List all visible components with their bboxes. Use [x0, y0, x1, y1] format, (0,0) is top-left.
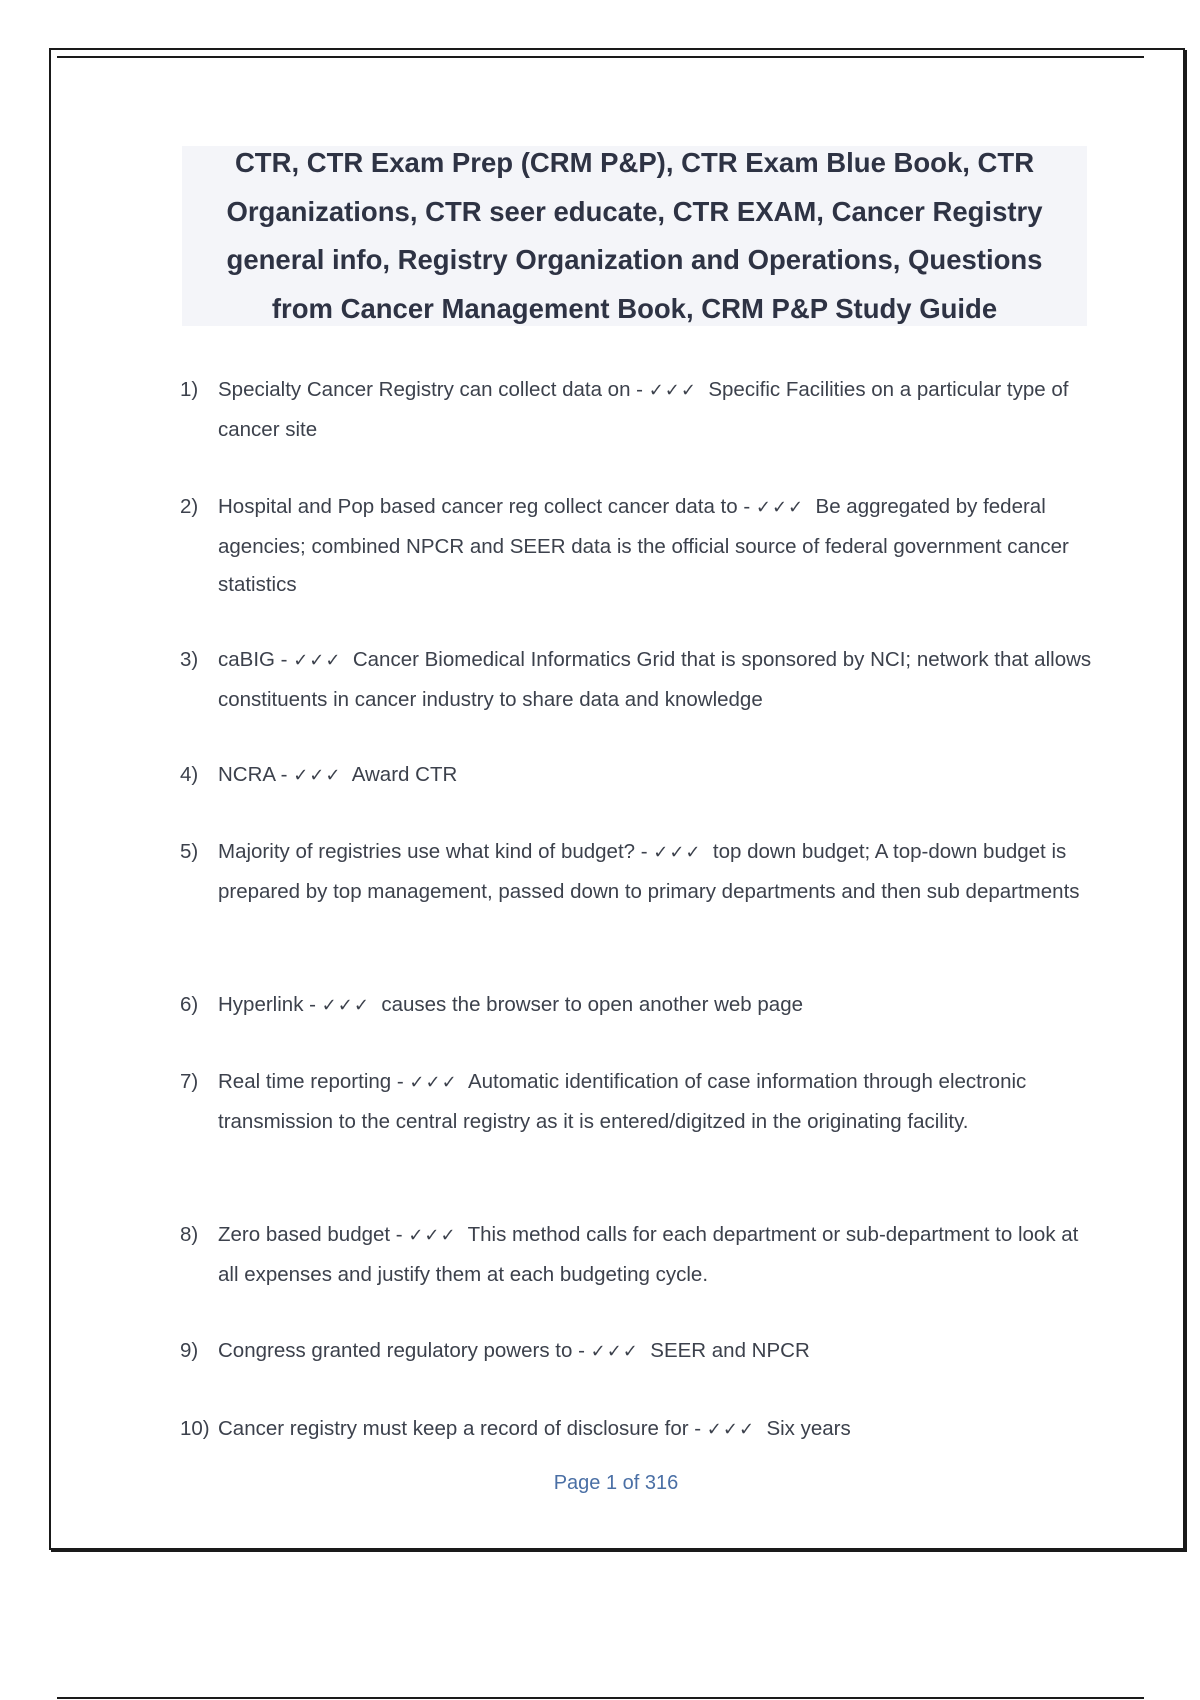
question-text: Congress granted regulatory powers to — [218, 1339, 573, 1362]
checkmark-icon: ✓✓✓ — [653, 842, 702, 863]
qa-item — [180, 371, 1100, 449]
item-text — [218, 641, 1098, 719]
answer-text: Six years — [766, 1417, 851, 1440]
separator: - — [274, 648, 294, 671]
separator: - — [737, 495, 756, 518]
qa-item — [180, 833, 1100, 911]
question-text: Hyperlink — [218, 993, 304, 1016]
item-text — [218, 833, 1098, 911]
item-number: 6) — [180, 993, 199, 1016]
question-text: Cancer registry must keep a record of disclosure for — [218, 1417, 689, 1440]
qa-item — [180, 1216, 1100, 1294]
item-number: 7) — [180, 1070, 199, 1093]
bottom-rule — [57, 1697, 1144, 1699]
answer-text: Specific Facilities on a particular type of cancer site — [218, 378, 1069, 441]
item-text — [218, 1216, 1098, 1294]
item-number: 2) — [180, 495, 199, 518]
qa-item — [180, 1410, 1100, 1450]
checkmark-icon: ✓✓✓ — [321, 995, 370, 1016]
question-text: caBIG — [218, 648, 275, 671]
item-number: 4) — [180, 763, 199, 786]
separator: - — [274, 763, 294, 786]
item-text — [218, 986, 1098, 1026]
title-block — [182, 146, 1087, 326]
separator: - — [630, 378, 649, 401]
qa-item — [180, 641, 1100, 719]
separator: - — [303, 993, 322, 1016]
item-number: 9) — [180, 1339, 199, 1362]
qa-item — [180, 488, 1100, 605]
answer-text: Be aggregated by federal agencies; combined NPCR and SEER data is the official source of federal government cancer statistics — [218, 495, 1069, 596]
item-number: 1) — [180, 378, 199, 401]
question-text: Specialty Cancer Registry can collect data on — [218, 378, 631, 401]
item-text — [218, 1332, 1098, 1372]
item-number: 3) — [180, 648, 199, 671]
checkmark-icon: ✓✓✓ — [408, 1225, 457, 1246]
answer-text: Automatic identification of case information through electronic transmission to the central registry as it is entered/digitzed in the originating facility. — [218, 1070, 1027, 1133]
qa-item — [180, 986, 1100, 1026]
separator: - — [390, 1223, 409, 1246]
question-text: Real time reporting — [218, 1070, 392, 1093]
checkmark-icon: ✓✓✓ — [590, 1341, 639, 1362]
question-text: NCRA — [218, 763, 275, 786]
qa-item — [180, 1063, 1100, 1141]
question-text: Zero based budget — [218, 1223, 391, 1246]
checkmark-icon: ✓✓✓ — [648, 380, 697, 401]
separator: - — [391, 1070, 410, 1093]
item-text — [218, 756, 1098, 796]
answer-text: Award CTR — [351, 763, 458, 786]
page-number: Page 1 of 316 — [553, 1472, 679, 1494]
qa-item — [180, 756, 1100, 796]
checkmark-icon: ✓✓✓ — [293, 650, 342, 671]
answer-text: SEER and NPCR — [650, 1339, 810, 1362]
item-text — [218, 371, 1098, 449]
document-title: CTR, CTR Exam Prep (CRM P&P), CTR Exam Blue Book, CTR Organizations, CTR seer educate, CTR EXAM, Cancer Registry general info, Registry Organization and Operations, Questions from Cancer Management Book, CRM P&P Study Guide — [226, 147, 1043, 324]
checkmark-icon: ✓✓✓ — [293, 765, 342, 786]
qa-item — [180, 1332, 1100, 1372]
item-text — [218, 488, 1098, 605]
answer-text: This method calls for each department or sub-department to look at all expenses and justify them at each budgeting cycle. — [218, 1223, 1079, 1286]
answer-text: Cancer Biomedical Informatics Grid that is sponsored by NCI; network that allows constituents in cancer industry to share data and knowledge — [218, 648, 1092, 711]
checkmark-icon: ✓✓✓ — [409, 1072, 458, 1093]
answer-text: top down budget; A top-down budget is prepared by top management, passed down to primary departments and then sub departments — [218, 840, 1080, 903]
question-text: Majority of registries use what kind of budget? — [218, 840, 636, 863]
item-text — [218, 1063, 1098, 1141]
checkmark-icon: ✓✓✓ — [755, 497, 805, 518]
separator: - — [572, 1339, 591, 1362]
item-number: 8) — [180, 1223, 199, 1246]
question-text: Hospital and Pop based cancer reg collect cancer data to — [218, 495, 738, 518]
item-number: 5) — [180, 840, 199, 863]
answer-text: causes the browser to open another web page — [381, 993, 803, 1016]
item-number: 10) — [180, 1417, 210, 1440]
checkmark-icon: ✓✓✓ — [706, 1419, 756, 1440]
item-text — [218, 1410, 1098, 1450]
separator: - — [635, 840, 654, 863]
separator: - — [688, 1417, 707, 1440]
